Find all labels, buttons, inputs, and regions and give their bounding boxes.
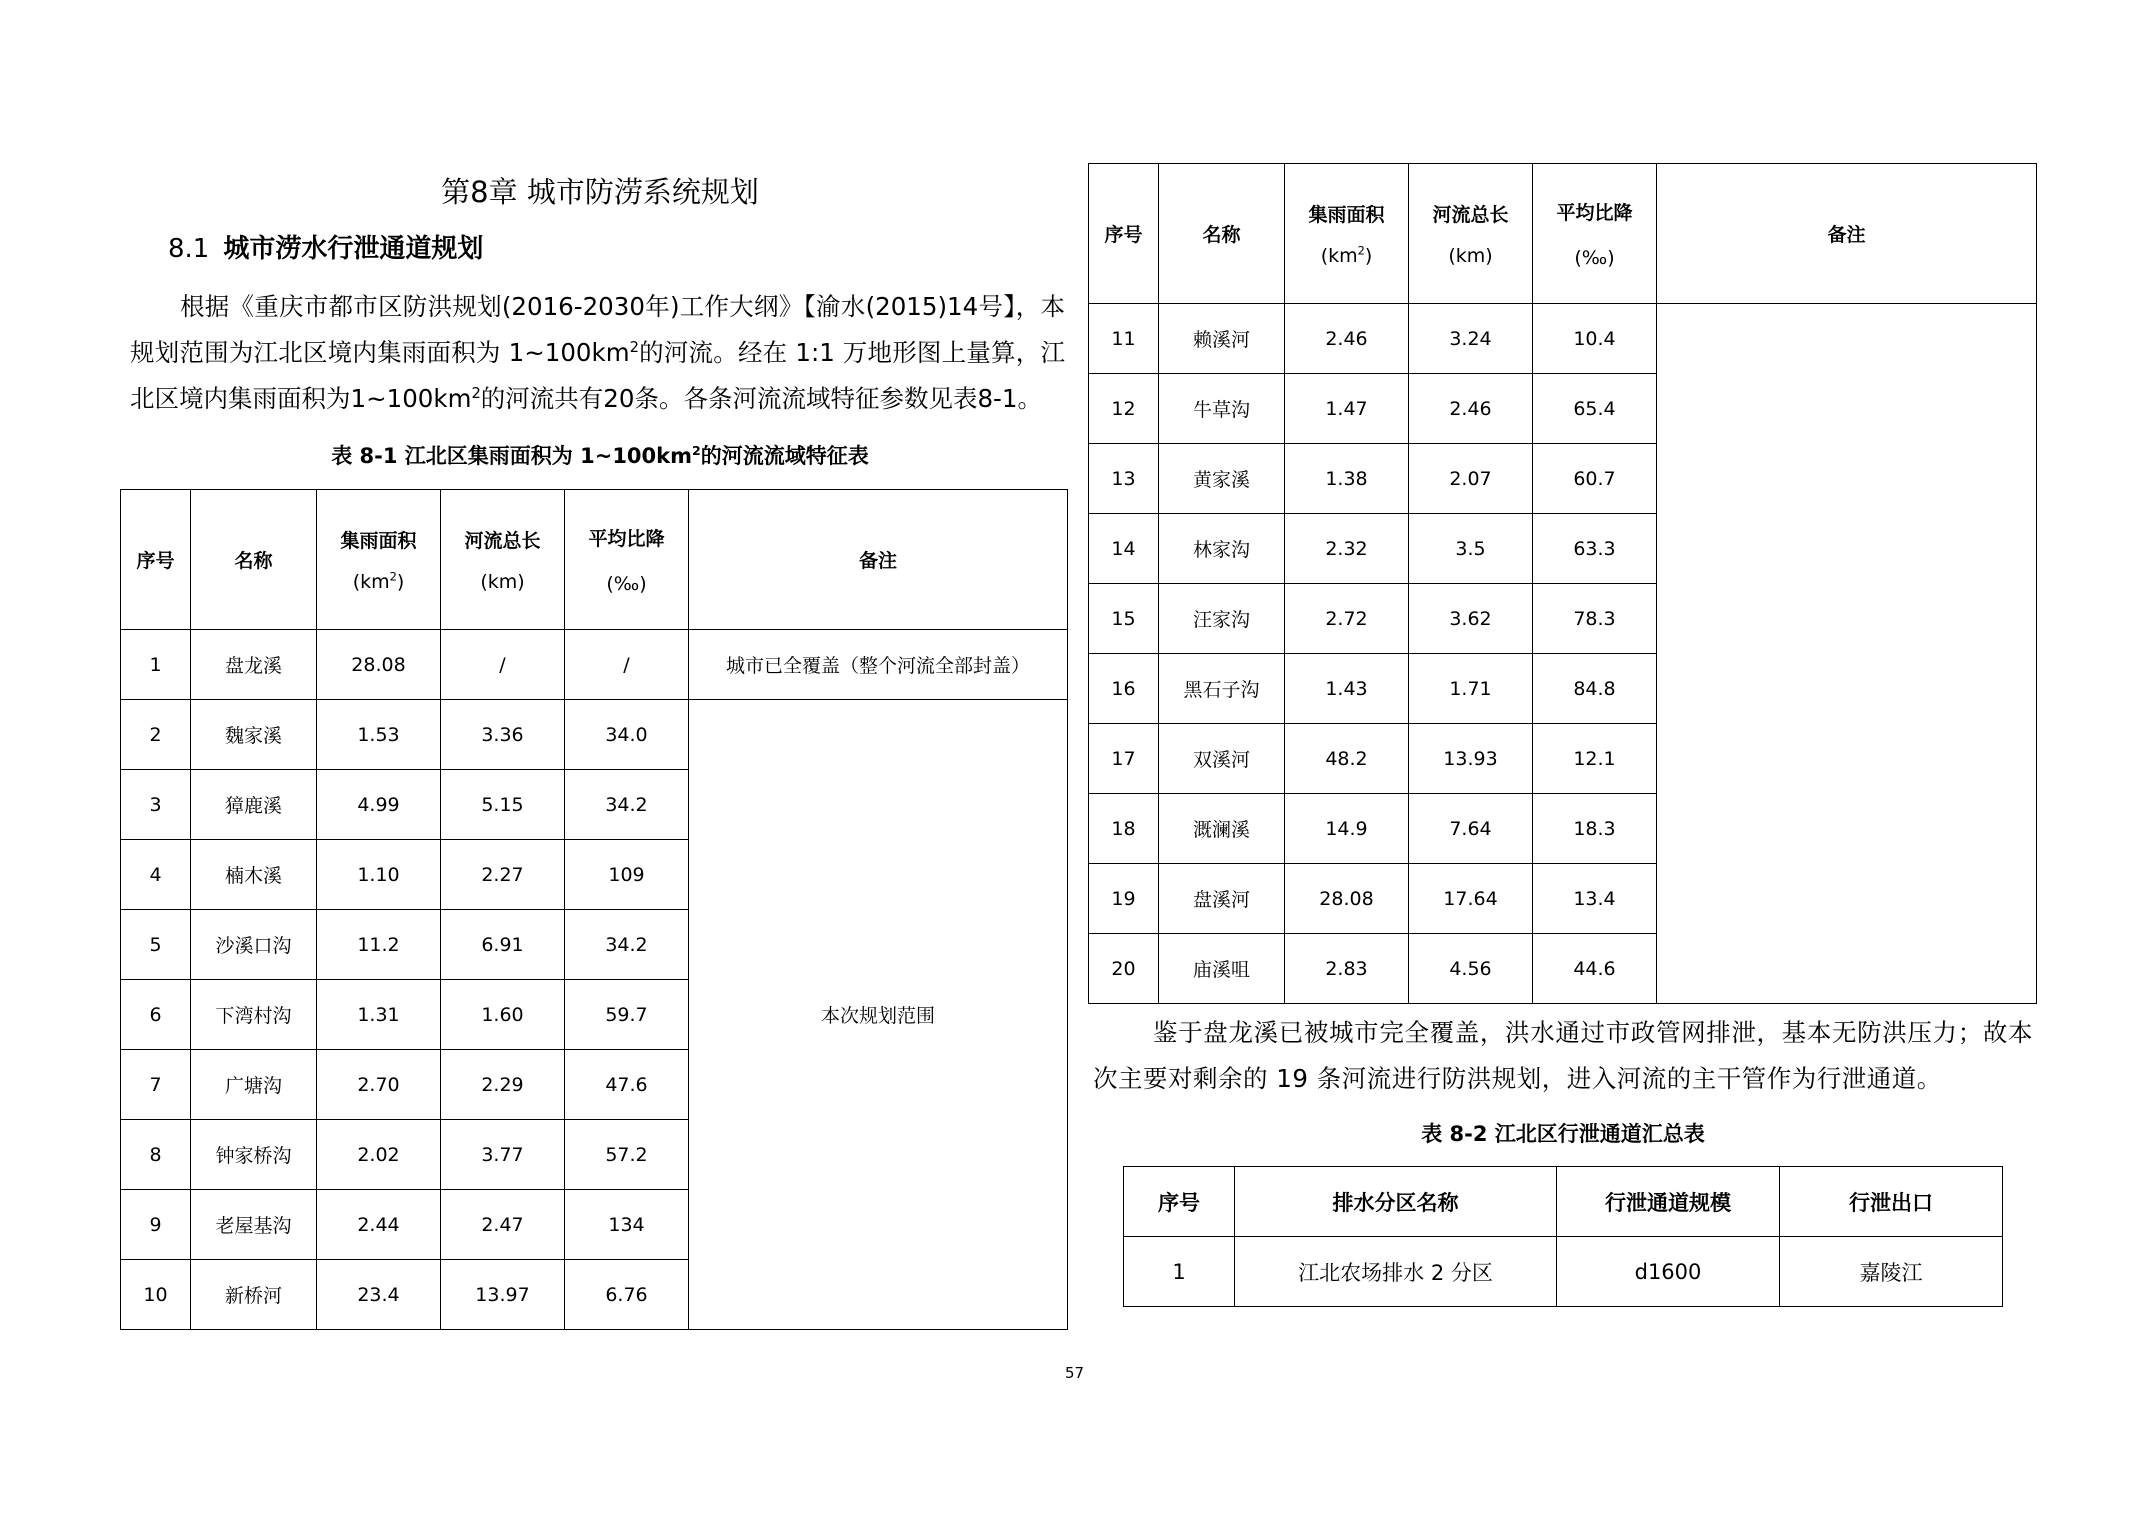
cell-index: 11	[1089, 304, 1159, 374]
cell-name: 魏家溪	[191, 700, 317, 770]
unit-text-end: )	[1364, 245, 1373, 267]
cell-remark: 本次规划范围	[689, 700, 1068, 1330]
header-length	[441, 490, 565, 630]
header-area-unit	[1285, 245, 1408, 267]
cell-length: /	[441, 630, 565, 700]
cell-length: 4.56	[1409, 934, 1533, 1004]
cell-slope: 60.7	[1533, 444, 1657, 514]
cell-length: 3.5	[1409, 514, 1533, 584]
header-index: 序号	[121, 490, 191, 630]
unit-text: (km	[352, 571, 390, 593]
header-name: 名称	[1159, 164, 1285, 304]
cell-remark	[1657, 304, 2037, 1004]
cell-index: 10	[121, 1260, 191, 1330]
table2-caption: 表 8-2 江北区行泄通道汇总表	[1421, 1122, 1705, 1146]
cell-name: 楠木溪	[191, 840, 317, 910]
cell-length: 3.62	[1409, 584, 1533, 654]
header-area-label: 集雨面积	[1308, 204, 1385, 226]
cell-name: 獐鹿溪	[191, 770, 317, 840]
header-slope-label: 平均比降	[588, 528, 665, 550]
cell-area: 1.43	[1285, 654, 1409, 724]
cell-index: 2	[121, 700, 191, 770]
cell-slope: 63.3	[1533, 514, 1657, 584]
header-length-unit: (km)	[480, 571, 525, 593]
paragraph-intro-text-3: 的河流共有20条。各条河流流域特征参数见表8-1。	[480, 384, 1042, 413]
cell-slope: 47.6	[565, 1050, 689, 1120]
header-slope	[565, 490, 689, 630]
cell-length: 6.91	[441, 910, 565, 980]
header-index: 序号	[1089, 164, 1159, 304]
superscript: 2	[389, 569, 397, 584]
header-channel-size: 行泄通道规模	[1557, 1167, 1780, 1237]
superscript: 2	[471, 384, 481, 402]
cell-index: 8	[121, 1120, 191, 1190]
table-row	[121, 700, 1068, 770]
cell-name: 黄家溪	[1159, 444, 1285, 514]
cell-area: 28.08	[1285, 864, 1409, 934]
unit-text: (km	[1320, 245, 1358, 267]
table-row	[1089, 304, 2037, 374]
chapter-title: 第8章 城市防涝系统规划	[441, 175, 759, 209]
header-length-label: 河流总长	[464, 530, 541, 552]
cell-index: 5	[121, 910, 191, 980]
header-name: 名称	[191, 490, 317, 630]
cell-slope: 59.7	[565, 980, 689, 1050]
cell-area: 14.9	[1285, 794, 1409, 864]
cell-slope: 57.2	[565, 1120, 689, 1190]
cell-zone-name: 江北农场排水 2 分区	[1235, 1237, 1557, 1307]
unit-text-end: )	[396, 571, 405, 593]
cell-length: 1.71	[1409, 654, 1533, 724]
cell-remark: 城市已全覆盖（整个河流全部封盖）	[689, 630, 1068, 700]
paragraph-intro-text-1: 根据《重庆市都市区防洪规划(2016-2030年)工作大纲》【渝水(2015)14号】，本规划范围为江北区境内集雨面积为 1~100km	[130, 292, 1065, 367]
cell-area: 2.83	[1285, 934, 1409, 1004]
paragraph-conclusion: 鉴于盘龙溪已被城市完全覆盖，洪水通过市政管网排泄，基本无防洪压力；故本次主要对剩余的 19 条河流进行防洪规划，进入河流的主干管作为行泄通道。	[1093, 1018, 2033, 1093]
cell-slope: 134	[565, 1190, 689, 1260]
cell-name: 沙溪口沟	[191, 910, 317, 980]
cell-length: 13.93	[1409, 724, 1533, 794]
superscript: 2	[692, 443, 701, 458]
cell-area: 48.2	[1285, 724, 1409, 794]
cell-length: 3.24	[1409, 304, 1533, 374]
header-zone-name: 排水分区名称	[1235, 1167, 1557, 1237]
cell-area: 28.08	[317, 630, 441, 700]
cell-length: 2.29	[441, 1050, 565, 1120]
header-index: 序号	[1124, 1167, 1235, 1237]
cell-index: 18	[1089, 794, 1159, 864]
cell-area: 1.31	[317, 980, 441, 1050]
table1-caption-text-end: 的河流流域特征表	[700, 444, 869, 468]
table1-caption-text: 表 8-1 江北区集雨面积为 1~100km	[331, 444, 692, 468]
header-outlet: 行泄出口	[1780, 1167, 2003, 1237]
header-remark: 备注	[689, 490, 1068, 630]
cell-name: 林家沟	[1159, 514, 1285, 584]
table-river-characteristics-part2	[1088, 163, 2037, 1004]
cell-length: 2.46	[1409, 374, 1533, 444]
cell-name: 溉澜溪	[1159, 794, 1285, 864]
cell-length: 13.97	[441, 1260, 565, 1330]
table-river-characteristics-part1	[120, 489, 1068, 1330]
cell-slope: 109	[565, 840, 689, 910]
cell-index: 16	[1089, 654, 1159, 724]
cell-length: 5.15	[441, 770, 565, 840]
cell-area: 1.38	[1285, 444, 1409, 514]
cell-area: 2.02	[317, 1120, 441, 1190]
cell-area: 11.2	[317, 910, 441, 980]
cell-length: 2.07	[1409, 444, 1533, 514]
header-slope	[1533, 164, 1657, 304]
cell-name: 钟家桥沟	[191, 1120, 317, 1190]
cell-index: 1	[121, 630, 191, 700]
cell-name: 双溪河	[1159, 724, 1285, 794]
cell-slope: 34.0	[565, 700, 689, 770]
header-remark: 备注	[1657, 164, 2037, 304]
cell-area: 2.44	[317, 1190, 441, 1260]
cell-index: 3	[121, 770, 191, 840]
header-slope-unit: (‰)	[1574, 247, 1615, 269]
header-slope-label: 平均比降	[1556, 202, 1633, 224]
header-length	[1409, 164, 1533, 304]
cell-length: 17.64	[1409, 864, 1533, 934]
cell-area: 2.32	[1285, 514, 1409, 584]
cell-slope: 34.2	[565, 770, 689, 840]
header-area-unit	[317, 571, 440, 593]
cell-length: 2.27	[441, 840, 565, 910]
cell-length: 1.60	[441, 980, 565, 1050]
cell-name: 赖溪河	[1159, 304, 1285, 374]
cell-name: 老屋基沟	[191, 1190, 317, 1260]
cell-name: 广塘沟	[191, 1050, 317, 1120]
header-length-unit: (km)	[1448, 245, 1493, 267]
cell-length: 3.77	[441, 1120, 565, 1190]
cell-name: 下湾村沟	[191, 980, 317, 1050]
table-row	[121, 630, 1068, 700]
cell-slope: 78.3	[1533, 584, 1657, 654]
cell-slope: 6.76	[565, 1260, 689, 1330]
cell-index: 4	[121, 840, 191, 910]
cell-area: 4.99	[317, 770, 441, 840]
page-number: 57	[1064, 1364, 1085, 1382]
table-row	[1124, 1237, 2003, 1307]
cell-index: 14	[1089, 514, 1159, 584]
cell-slope: /	[565, 630, 689, 700]
paragraph-intro-text-2: 的河流。经在 1:1 万地形图上量算，江北区境内集雨面积为1~100km	[130, 338, 1065, 413]
cell-length: 3.36	[441, 700, 565, 770]
header-length-label: 河流总长	[1432, 204, 1509, 226]
cell-area: 2.72	[1285, 584, 1409, 654]
cell-index: 15	[1089, 584, 1159, 654]
table-drainage-channels	[1123, 1166, 2003, 1307]
cell-length: 7.64	[1409, 794, 1533, 864]
cell-slope: 44.6	[1533, 934, 1657, 1004]
table1-caption	[120, 440, 1080, 470]
section-title	[168, 228, 483, 265]
section-number: 8.1	[168, 234, 210, 264]
cell-name: 黑石子沟	[1159, 654, 1285, 724]
header-area	[317, 490, 441, 630]
paragraph-intro	[130, 284, 1065, 422]
cell-name: 汪家沟	[1159, 584, 1285, 654]
cell-area: 2.46	[1285, 304, 1409, 374]
cell-area: 1.53	[317, 700, 441, 770]
cell-slope: 34.2	[565, 910, 689, 980]
cell-name: 牛草沟	[1159, 374, 1285, 444]
cell-name: 庙溪咀	[1159, 934, 1285, 1004]
cell-area: 1.47	[1285, 374, 1409, 444]
cell-name: 盘龙溪	[191, 630, 317, 700]
table-header-row	[121, 490, 1068, 630]
cell-area: 2.70	[317, 1050, 441, 1120]
header-slope-unit: (‰)	[606, 573, 647, 595]
cell-area: 1.10	[317, 840, 441, 910]
cell-slope: 65.4	[1533, 374, 1657, 444]
cell-index: 9	[121, 1190, 191, 1260]
cell-index: 7	[121, 1050, 191, 1120]
cell-slope: 18.3	[1533, 794, 1657, 864]
cell-index: 6	[121, 980, 191, 1050]
table-header-row	[1124, 1167, 2003, 1237]
cell-index: 1	[1124, 1237, 1235, 1307]
header-area	[1285, 164, 1409, 304]
cell-index: 12	[1089, 374, 1159, 444]
cell-slope: 12.1	[1533, 724, 1657, 794]
cell-area: 23.4	[317, 1260, 441, 1330]
cell-index: 17	[1089, 724, 1159, 794]
cell-name: 新桥河	[191, 1260, 317, 1330]
cell-length: 2.47	[441, 1190, 565, 1260]
superscript: 2	[629, 338, 639, 356]
header-area-label: 集雨面积	[340, 530, 417, 552]
cell-slope: 13.4	[1533, 864, 1657, 934]
section-heading: 城市涝水行泄通道规划	[223, 234, 484, 264]
cell-index: 20	[1089, 934, 1159, 1004]
cell-slope: 84.8	[1533, 654, 1657, 724]
cell-channel-size: d1600	[1557, 1237, 1780, 1307]
superscript: 2	[1357, 243, 1365, 258]
cell-outlet: 嘉陵江	[1780, 1237, 2003, 1307]
cell-index: 13	[1089, 444, 1159, 514]
cell-index: 19	[1089, 864, 1159, 934]
cell-slope: 10.4	[1533, 304, 1657, 374]
cell-name: 盘溪河	[1159, 864, 1285, 934]
table-header-row	[1089, 164, 2037, 304]
